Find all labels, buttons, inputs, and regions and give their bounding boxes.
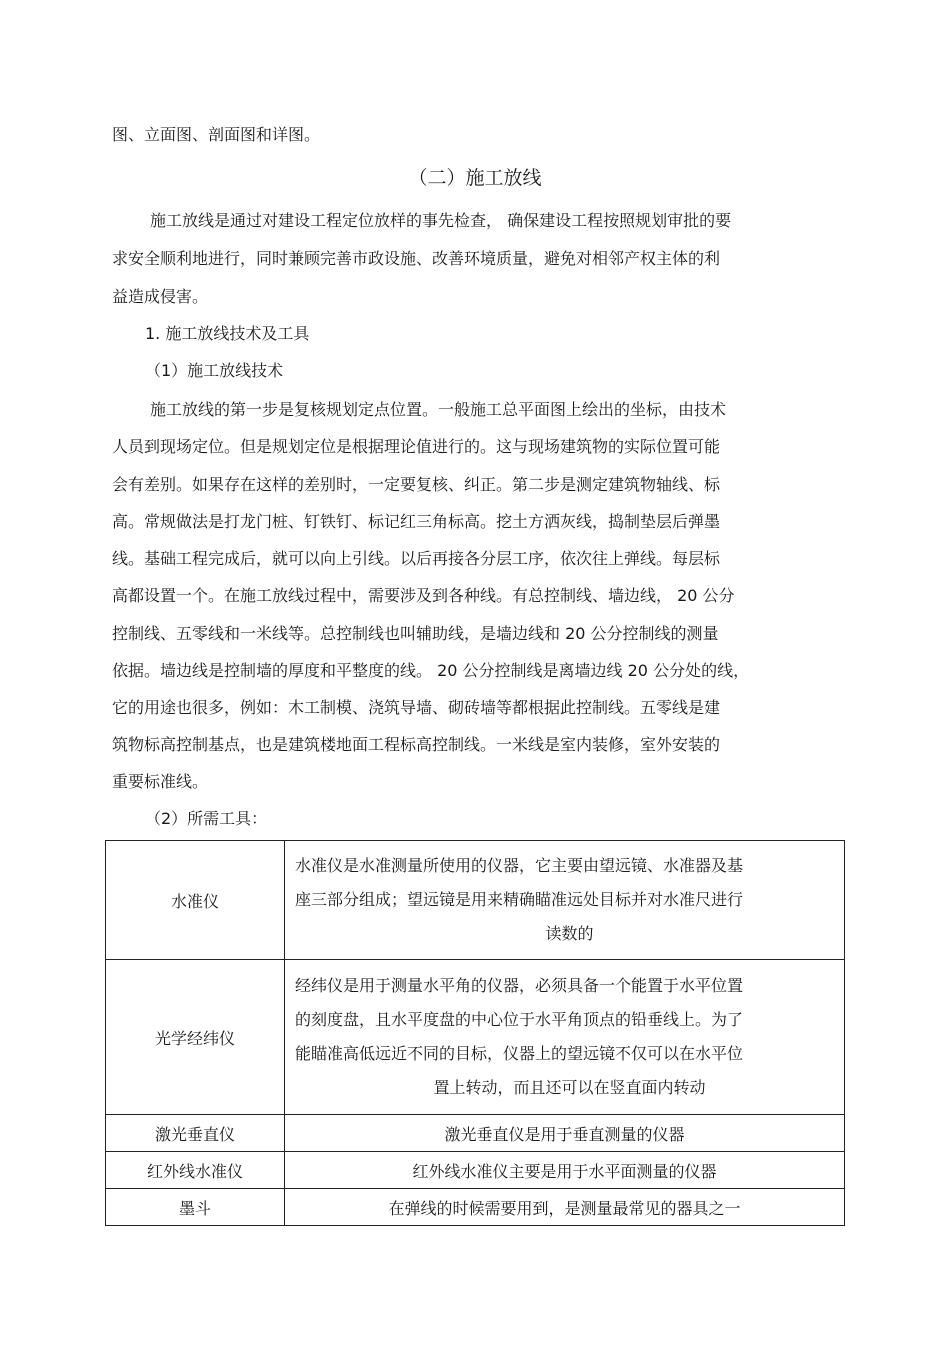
table-row xyxy=(106,1115,845,1152)
tool-desc-cell xyxy=(285,841,845,960)
tool-name-cell: 红外线水准仪 xyxy=(106,1152,285,1189)
intro-line-1: 施工放线是通过对建设工程定位放样的事先检查， 确保建设工程按照规划审批的要 xyxy=(150,211,732,230)
technique-line-4: 高。常规做法是打龙门桩、钉铁钉、标记红三角标高。挖土方洒灰线，捣制垫层后弹墨 xyxy=(112,512,721,531)
tool-desc-line: 经纬仪是用于测量水平角的仪器，必须具备一个能置于水平位置 xyxy=(295,976,744,995)
technique-line-10: 筑物标高控制基点，也是建筑楼地面工程标高控制线。一米线是室内装修，室外安装的 xyxy=(112,735,721,754)
table-row xyxy=(106,960,845,1115)
technique-line-5: 线。基础工程完成后，就可以向上引线。以后再接各分层工序，依次往上弹线。每层标 xyxy=(112,549,721,568)
tool-name-cell: 墨斗 xyxy=(106,1189,285,1226)
subsection-title: 1. 施工放线技术及工具 xyxy=(145,324,310,343)
tool-desc-cell: 红外线水准仪主要是用于水平面测量的仪器 xyxy=(285,1152,845,1189)
item-title-1: （1）施工放线技术 xyxy=(145,361,284,380)
tool-desc-line: 水准仪是水准测量所使用的仪器，它主要由望远镜、水准器及基 xyxy=(295,856,744,875)
tools-table xyxy=(105,840,845,1226)
technique-line-3: 会有差别。如果存在这样的差别时，一定要复核、纠正。第二步是测定建筑物轴线、标 xyxy=(112,475,721,494)
item-title-2: （2）所需工具： xyxy=(145,809,268,828)
technique-line-11: 重要标准线。 xyxy=(112,772,209,791)
top-line: 图、立面图、剖面图和详图。 xyxy=(112,125,321,144)
tool-desc-line: 能瞄准高低远近不同的目标，仪器上的望远镜不仅可以在水平位 xyxy=(295,1044,744,1063)
table-row xyxy=(106,841,845,960)
tool-desc-cell: 在弹线的时候需要用到，是测量最常见的器具之一 xyxy=(285,1189,845,1226)
tool-desc-cell xyxy=(285,960,845,1115)
technique-line-1: 施工放线的第一步是复核规划定点位置。一般施工总平面图上绘出的坐标，由技术 xyxy=(150,400,727,419)
tool-name-cell: 激光垂直仪 xyxy=(106,1115,285,1152)
technique-line-2: 人员到现场定位。但是规划定位是根据理论值进行的。这与现场建筑物的实际位置可能 xyxy=(112,437,721,456)
table-row xyxy=(106,1152,845,1189)
table-row xyxy=(106,1189,845,1226)
tool-desc-line: 读数的 xyxy=(545,924,594,943)
intro-line-2: 求安全顺利地进行，同时兼顾完善市政设施、改善环境质量，避免对相邻产权主体的利 xyxy=(112,249,721,268)
tool-name-cell: 水准仪 xyxy=(106,841,285,960)
tool-desc-line: 座三部分组成；望远镜是用来精确瞄准远处目标并对水准尺进行 xyxy=(295,890,744,909)
tool-desc-cell: 激光垂直仪是用于垂直测量的仪器 xyxy=(285,1115,845,1152)
tool-desc-line: 的刻度盘，且水平度盘的中心位于水平角顶点的铅垂线上。为了 xyxy=(295,1010,744,1029)
technique-line-6: 高都设置一个。在施工放线过程中，需要涉及到各种线。有总控制线、墙边线， 20 公分 xyxy=(112,586,735,605)
technique-line-7: 控制线、五零线和一米线等。总控制线也叫辅助线，是墙边线和 20 公分控制线的测量 xyxy=(112,624,719,643)
technique-line-9: 它的用途也很多，例如：木工制模、浇筑导墙、砌砖墙等都根据此控制线。五零线是建 xyxy=(112,698,721,717)
tool-name-cell: 光学经纬仪 xyxy=(106,960,285,1115)
section-heading: （二）施工放线 xyxy=(408,167,542,189)
intro-line-3: 益造成侵害。 xyxy=(112,287,209,306)
technique-line-8: 依据。墙边线是控制墙的厚度和平整度的线。 20 公分控制线是离墙边线 20 公分处的线， xyxy=(112,661,750,680)
tool-desc-line: 置上转动，而且还可以在竖直面内转动 xyxy=(433,1078,706,1097)
